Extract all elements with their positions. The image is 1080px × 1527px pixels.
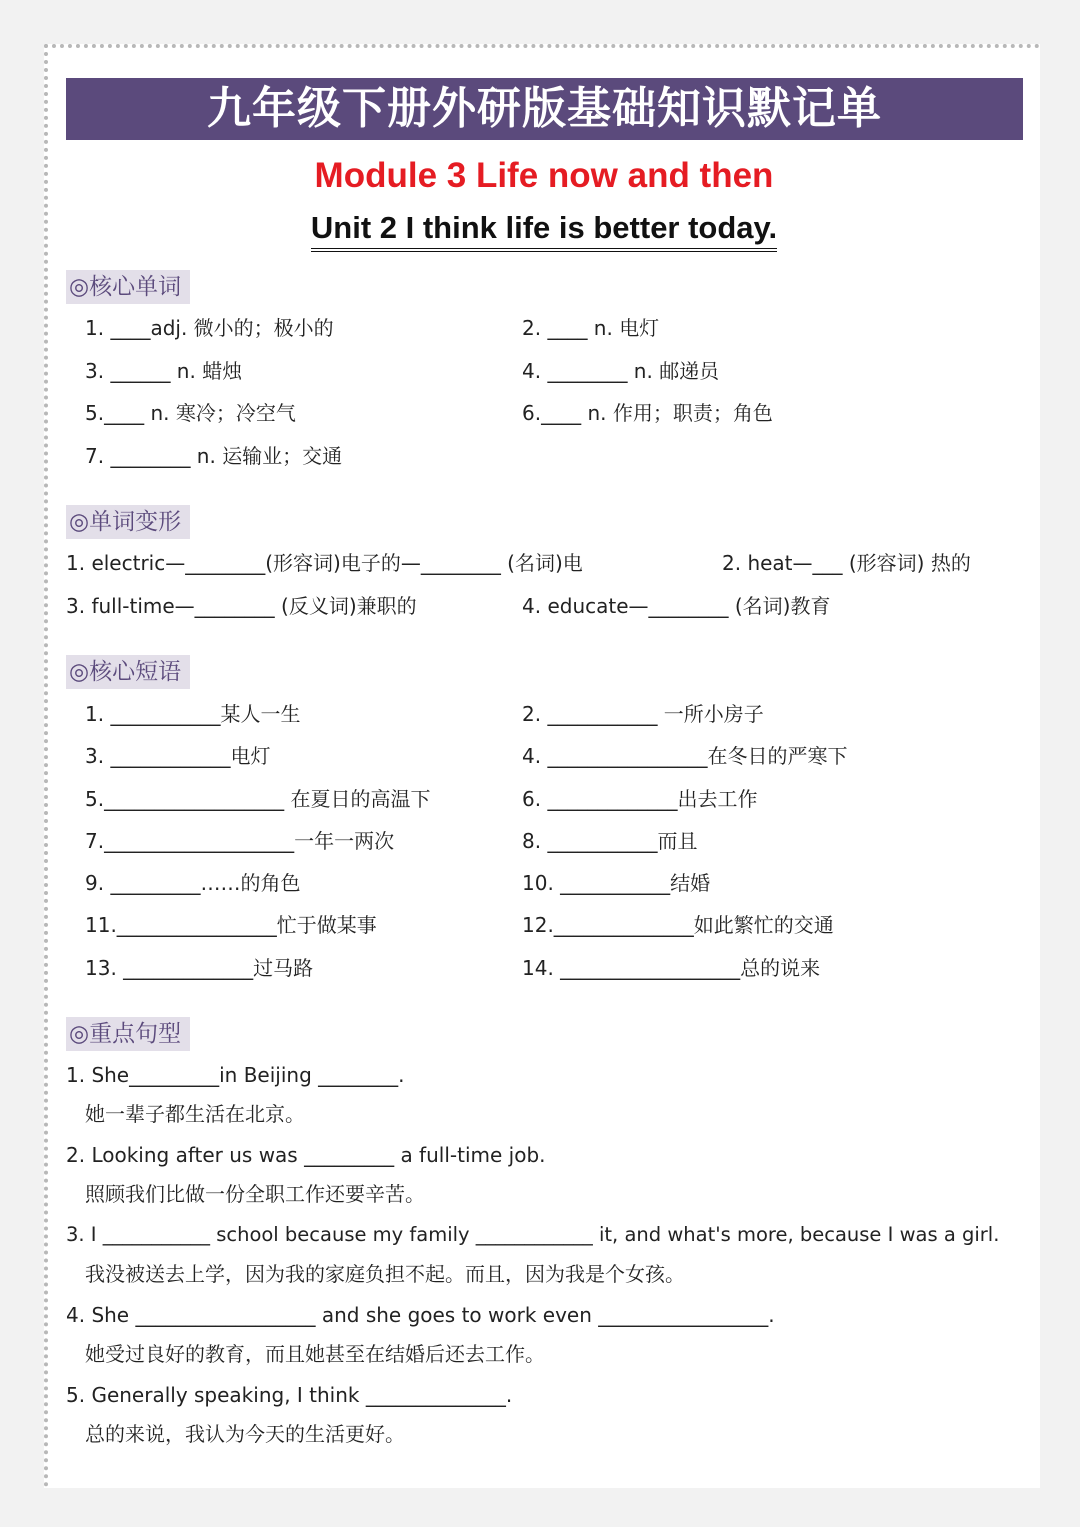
unit-title: Unit 2 I think life is better today. bbox=[311, 210, 777, 252]
word-item: 7. ________ n. 运输业；交通 bbox=[85, 444, 343, 468]
section-core-words: ◎核心单词 bbox=[66, 270, 190, 304]
sentence-chinese: 她一辈子都生活在北京。 bbox=[85, 1102, 305, 1126]
sentence-chinese: 她受过良好的教育，而且她甚至在结婚后还去工作。 bbox=[85, 1342, 545, 1366]
phrase-item: 6. _____________出去工作 bbox=[522, 787, 758, 811]
sentence-chinese: 总的来说，我认为今天的生活更好。 bbox=[85, 1422, 405, 1446]
phrase-item: 3. ____________电灯 bbox=[85, 744, 271, 768]
phrase-item: 8. ___________而且 bbox=[522, 829, 698, 853]
section-key-sentences: ◎重点句型 bbox=[66, 1017, 190, 1051]
word-form-item: 3. full-time—________ (反义词)兼职的 bbox=[66, 594, 417, 618]
banner-title: 九年级下册外研版基础知识默记单 bbox=[66, 78, 1023, 140]
sentence-english: 1. She_________in Beijing ________. bbox=[66, 1063, 405, 1087]
sentence-chinese: 照顾我们比做一份全职工作还要辛苦。 bbox=[85, 1182, 425, 1206]
word-item: 5.____ n. 寒冷；冷空气 bbox=[85, 401, 296, 425]
word-item: 1. ____adj. 微小的；极小的 bbox=[85, 316, 334, 340]
phrase-item: 14. __________________总的说来 bbox=[522, 956, 821, 980]
phrase-item: 9. _________……的角色 bbox=[85, 871, 301, 895]
phrase-item: 4. ________________在冬日的严寒下 bbox=[522, 744, 848, 768]
word-form-item: 2. heat—___ (形容词) 热的 bbox=[722, 551, 971, 575]
phrase-item: 2. ___________ 一所小房子 bbox=[522, 702, 764, 726]
word-form-item: 4. educate—________ (名词)教育 bbox=[522, 594, 831, 618]
module-title: Module 3 Life now and then bbox=[314, 156, 774, 195]
phrase-item: 11.________________忙于做某事 bbox=[85, 913, 377, 937]
phrase-item: 1. ___________某人一生 bbox=[85, 702, 301, 726]
phrase-item: 5.__________________ 在夏日的高温下 bbox=[85, 787, 431, 811]
phrase-item: 13. _____________过马路 bbox=[85, 956, 314, 980]
word-form-item: 1. electric—________(形容词)电子的—________ (名词)电 bbox=[66, 551, 583, 575]
sentence-chinese: 我没被送去上学，因为我的家庭负担不起。而且，因为我是个女孩。 bbox=[85, 1262, 685, 1286]
section-word-forms: ◎单词变形 bbox=[66, 505, 190, 539]
sentence-english: 2. Looking after us was _________ a full-time job. bbox=[66, 1143, 546, 1167]
word-item: 3. ______ n. 蜡烛 bbox=[85, 359, 243, 383]
section-core-phrases: ◎核心短语 bbox=[66, 655, 190, 689]
sentence-english: 5. Generally speaking, I think ______________. bbox=[66, 1383, 513, 1407]
worksheet-page bbox=[44, 44, 1040, 1488]
word-item: 4. ________ n. 邮递员 bbox=[522, 359, 720, 383]
phrase-item: 7.___________________一年一两次 bbox=[85, 829, 395, 853]
sentence-english: 4. She __________________ and she goes to work even _________________. bbox=[66, 1303, 775, 1327]
word-item: 6.____ n. 作用；职责；角色 bbox=[522, 401, 773, 425]
word-item: 2. ____ n. 电灯 bbox=[522, 316, 660, 340]
phrase-item: 10. ___________结婚 bbox=[522, 871, 711, 895]
phrase-item: 12.______________如此繁忙的交通 bbox=[522, 913, 834, 937]
sentence-english: 3. I ___________ school because my family ____________ it, and what's more, because I was a girl. bbox=[66, 1223, 1000, 1246]
